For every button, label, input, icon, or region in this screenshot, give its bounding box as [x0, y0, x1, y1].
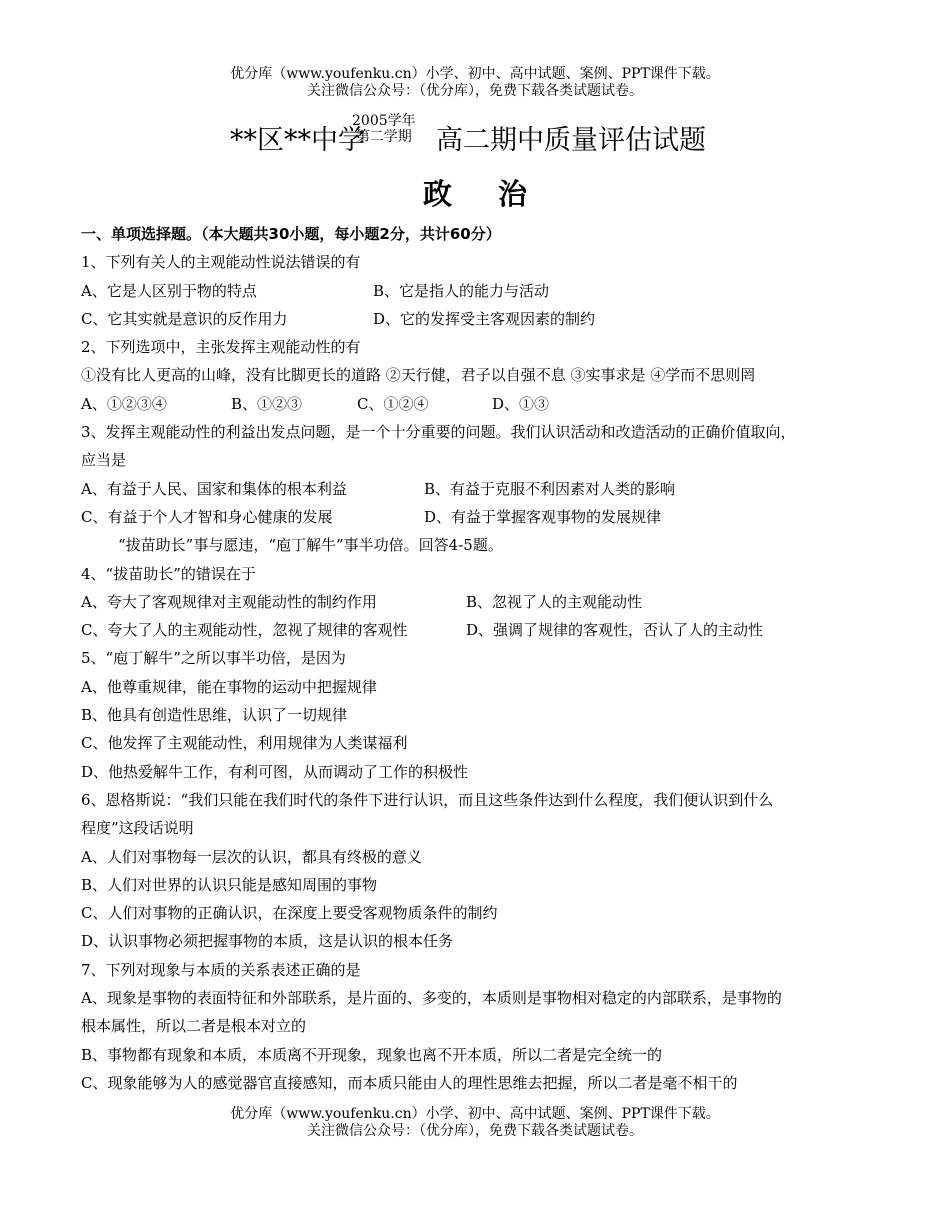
- question-6-stem-line1: 6、恩格斯说：“我们只能在我们时代的条件下进行认识，而且这些条件达到什么程度，我们便认识到什么: [81, 790, 774, 809]
- question-2-items: ①没有比人更高的山峰，没有比脚更长的道路 ②天行健，君子以自强不息 ③实事求是 ④学而不思则罔: [81, 366, 756, 385]
- q6-option-d: D、认识事物必须把握事物的本质，这是认识的根本任务: [81, 932, 454, 951]
- q4-option-c: C、夸大了人的主观能动性，忽视了规律的客观性: [81, 621, 408, 640]
- q1-option-a: A、它是人区别于物的特点: [81, 281, 257, 300]
- question-2-options: [81, 390, 881, 418]
- q5-option-a: A、他尊重规律，能在事物的运动中把握规律: [81, 677, 377, 696]
- q6-option-b: B、人们对世界的认识只能是感知周围的事物: [81, 875, 378, 894]
- question-3-stem-line2: 应当是: [81, 451, 127, 470]
- header-banner: [0, 66, 950, 100]
- header-banner-line2: 关注微信公众号：（优分库），免费下载各类试题试卷。: [307, 83, 643, 99]
- footer-banner-line2: 关注微信公众号：（优分库），免费下载各类试题试卷。: [307, 1123, 643, 1139]
- school-name: **区**中学: [230, 125, 365, 156]
- question-2-stem: 2、下列选项中，主张发挥主观能动性的有: [81, 338, 361, 357]
- question-6-stem-line2: 程度”这段话说明: [81, 819, 194, 838]
- q7-option-a-line2: 根本属性，所以二者是根本对立的: [81, 1017, 307, 1036]
- q6-option-c: C、人们对事物的正确认识，在深度上要受客观物质条件的制约: [81, 904, 498, 923]
- q3-option-a: A、有益于人民、国家和集体的根本利益: [81, 479, 347, 498]
- exam-name: 高二期中质量评估试题: [436, 125, 706, 156]
- question-1-options-ab: [81, 277, 881, 305]
- q7-option-b: B、事物都有现象和本质，本质离不开现象，现象也离不开本质，所以二者是完全统一的: [81, 1045, 663, 1064]
- q7-option-a-line1: A、现象是事物的表面特征和外部联系，是片面的、多变的，本质则是事物相对稳定的内部联系，是事物的: [81, 989, 782, 1008]
- q6-option-a: A、人们对事物每一层次的认识，都具有终极的意义: [81, 847, 422, 866]
- question-1-options-cd: [81, 305, 881, 333]
- q7-option-c: C、现象能够为人的感觉器官直接感知，而本质只能由人的理性思维去把握，所以二者是毫不相干的: [81, 1073, 738, 1092]
- q2-option-d: D、①③: [492, 394, 550, 413]
- section-heading: 一、单项选择题。（本大题共30小题，每小题2分，共计60分）: [81, 225, 501, 243]
- subject-heading: 政治: [422, 177, 573, 211]
- q2-option-c: C、①②④: [357, 394, 429, 413]
- exam-body: [81, 220, 881, 1097]
- header-banner-line1: 优分库（www.youfenku.cn）小学、初中、高中试题、案例、PPT课件下载。: [230, 66, 720, 82]
- term-year: 2005学年: [352, 113, 416, 129]
- question-1-stem: 1、下列有关人的主观能动性说法错误的有: [81, 253, 361, 272]
- q1-option-b: B、它是指人的能力与活动: [373, 281, 550, 300]
- footer-banner: [0, 1106, 950, 1140]
- question-4-options-ab: [81, 588, 881, 616]
- question-4-stem: 4、“拔苗助长”的错误在于: [81, 564, 256, 583]
- q3-option-d: D、有益于掌握客观事物的发展规律: [424, 507, 662, 526]
- q3-option-c: C、有益于个人才智和身心健康的发展: [81, 507, 333, 526]
- questions-4-5-intro: “拔苗助长”事与愿违，“庖丁解牛”事半功倍。回答4-5题。: [118, 536, 503, 555]
- question-3-options-cd: [81, 503, 881, 531]
- q5-option-c: C、他发挥了主观能动性，利用规律为人类谋福利: [81, 734, 408, 753]
- question-7-stem: 7、下列对现象与本质的关系表述正确的是: [81, 960, 361, 979]
- q2-option-a: A、①②③④: [81, 394, 167, 413]
- term-semester: 第二学期: [355, 129, 412, 145]
- question-4-options-cd: [81, 616, 881, 644]
- q5-option-d: D、他热爱解牛工作，有利可图，从而调动了工作的积极性: [81, 762, 469, 781]
- question-3-options-ab: [81, 475, 881, 503]
- question-3-stem-line1: 3、发挥主观能动性的利益出发点问题，是一个十分重要的问题。我们认识活动和改造活动的正确价值取向，: [81, 423, 796, 442]
- q3-option-b: B、有益于克服不利因素对人类的影响: [424, 479, 676, 498]
- q2-option-b: B、①②③: [231, 394, 303, 413]
- exam-title: [0, 112, 950, 162]
- question-5-stem: 5、“庖丁解牛”之所以事半功倍，是因为: [81, 649, 346, 668]
- q4-option-d: D、强调了规律的客观性，否认了人的主动性: [466, 621, 764, 640]
- q5-option-b: B、他具有创造性思维，认识了一切规律: [81, 706, 348, 725]
- school-term: [352, 113, 416, 145]
- footer-banner-line1: 优分库（www.youfenku.cn）小学、初中、高中试题、案例、PPT课件下载。: [230, 1106, 720, 1122]
- q4-option-b: B、忽视了人的主观能动性: [466, 592, 643, 611]
- q1-option-d: D、它的发挥受主客观因素的制约: [373, 309, 596, 328]
- q4-option-a: A、夸大了客观规律对主观能动性的制约作用: [81, 592, 377, 611]
- q1-option-c: C、它其实就是意识的反作用力: [81, 309, 288, 328]
